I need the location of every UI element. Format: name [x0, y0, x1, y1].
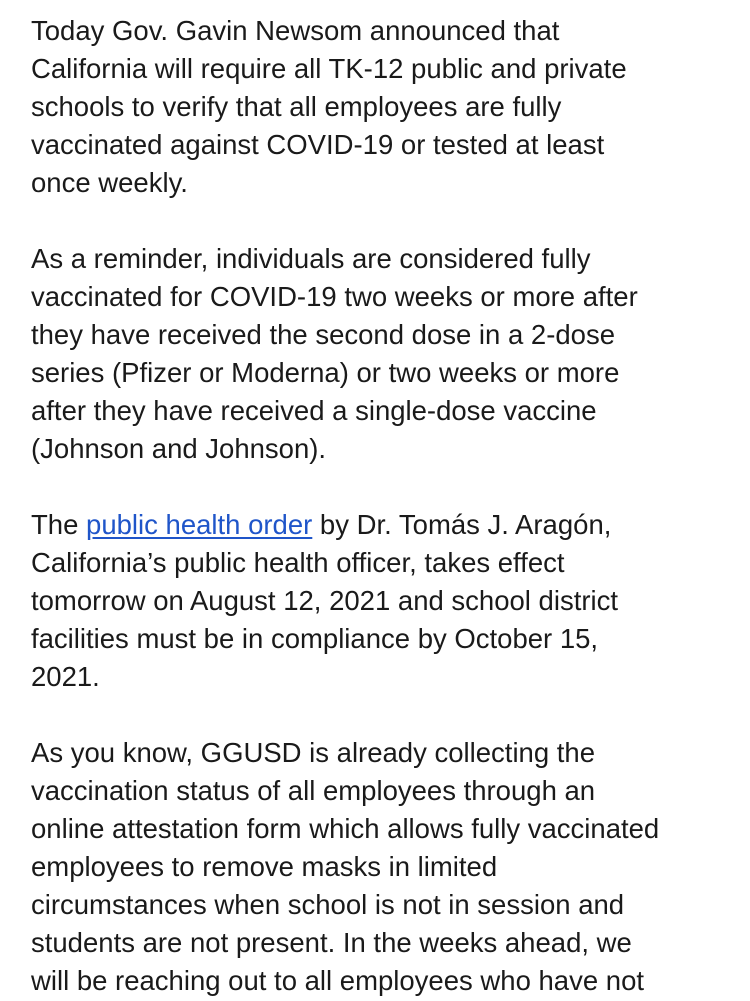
text-line: employees to remove masks in limited: [31, 851, 498, 882]
paragraph-gap: [31, 696, 731, 734]
text-line: vaccinated against COVID-19 or tested at least: [31, 129, 605, 160]
paragraph-gap: [31, 468, 731, 506]
text-line: As a reminder, individuals are considered fully: [31, 243, 591, 274]
text-line: (Johnson and Johnson).: [31, 433, 327, 464]
paragraph-health-order: [31, 506, 731, 696]
text-line: series (Pfizer or Moderna) or two weeks or more: [31, 357, 620, 388]
text-line: facilities must be in compliance by October 15,: [31, 623, 599, 654]
paragraph-announcement: [31, 12, 731, 202]
text-line: after they have received a single-dose vaccine: [31, 395, 597, 426]
text-line: once weekly.: [31, 167, 188, 198]
paragraph-ggusd: [31, 734, 731, 1000]
text-line: they have received the second dose in a 2-dose: [31, 319, 615, 350]
text-line: schools to verify that all employees are fully: [31, 91, 562, 122]
text-line: will be reaching out to all employees who have not: [31, 965, 645, 996]
public-health-order-link[interactable]: public health order: [86, 509, 313, 540]
text-line: California will require all TK-12 public and private: [31, 53, 627, 84]
text-line: As you know, GGUSD is already collecting the: [31, 737, 596, 768]
text-line: circumstances when school is not in session and: [31, 889, 625, 920]
text-line: online attestation form which allows fully vaccinated: [31, 813, 660, 844]
paragraph-gap: [31, 202, 731, 240]
text-line: vaccination status of all employees through an: [31, 775, 596, 806]
text-line: Today Gov. Gavin Newsom announced that: [31, 15, 560, 46]
text-line: California’s public health officer, takes effect: [31, 547, 565, 578]
line-prefix: The: [31, 509, 87, 540]
text-line: [31, 506, 731, 544]
text-line: 2021.: [31, 661, 100, 692]
text-line: students are not present. In the weeks ahead, we: [31, 927, 632, 958]
text-line: vaccinated for COVID-19 two weeks or more after: [31, 281, 638, 312]
email-body: [31, 12, 731, 1000]
text-line: tomorrow on August 12, 2021 and school district: [31, 585, 619, 616]
paragraph-reminder: [31, 240, 731, 468]
line-suffix: by Dr. Tomás J. Aragón,: [312, 509, 612, 540]
